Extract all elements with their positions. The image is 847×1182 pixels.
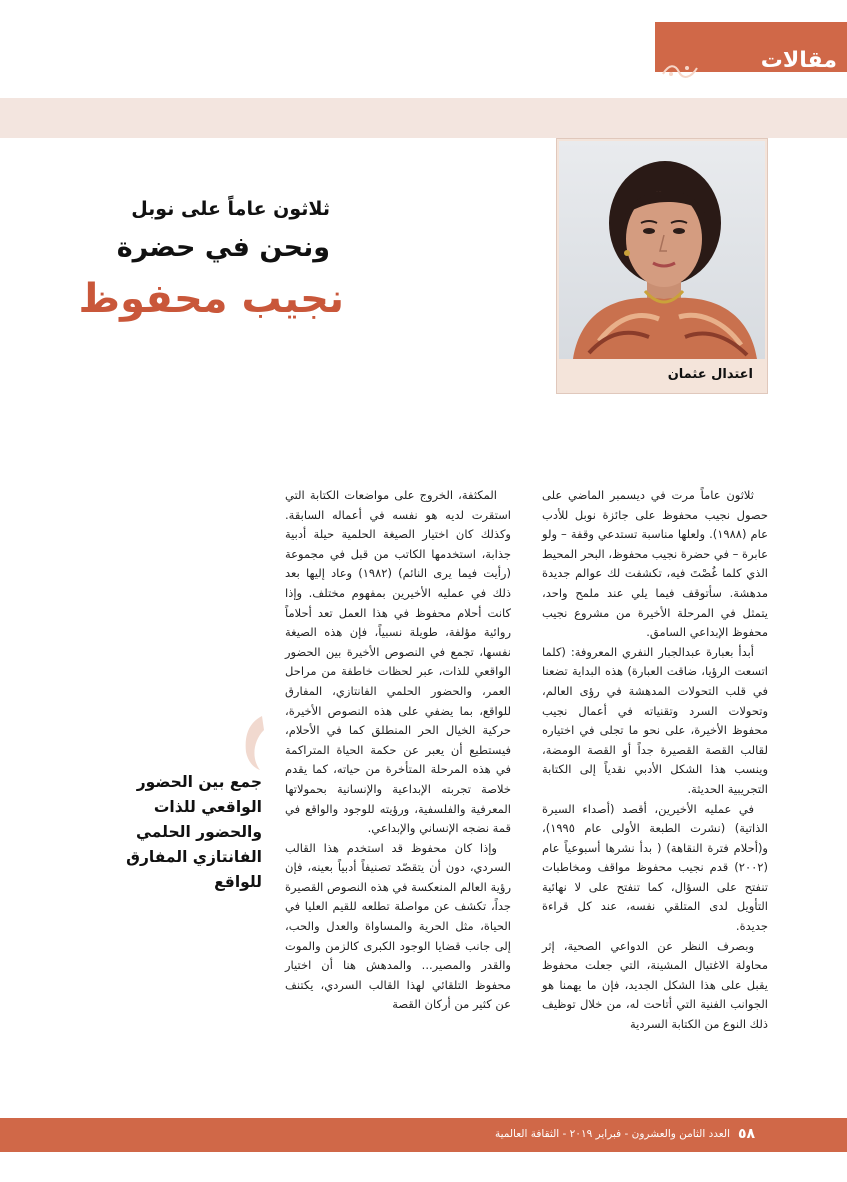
paragraph: في عمليه الأخيرين، أقصد (أصداء السيرة الذاتية) (نشرت الطبعة الأولى عام ١٩٩٥)، و(أحلام فترة النقاهة) ( بدأ نشرها أسبوعياً عام (٢٠٠٢) قدم نجيب محفوظ مواقف ومخاطبات تنفتح على السؤال، كما تنفتح على لا نهائية التأويل لدى المتلقي نفسه، عند كل قراءة جديدة. [542, 801, 768, 934]
quote-mark-icon [232, 712, 272, 772]
portrait-illustration [559, 141, 765, 359]
page-number: ٥٨ [738, 1126, 756, 1142]
section-label: مقالات [760, 48, 837, 73]
author-portrait-card [556, 138, 768, 394]
paragraph: أبدأ بعبارة عبدالجبار النفري المعروفة: (كلما اتسعت الرؤيا، ضاقت العبارة) هذه البداية تضعنا في قلب التحولات المدهشة في رؤى العالم، وتحولات السرد وتقنياته في أعمال نجيب محفوظ الأخيرة، على نحو ما تجلى في اختياره لقالب القصة القصيرة جداً أو القصة الومضة، وينسب هذا الشكل الأدبي نقدياً إلى الكتابة التجريبية الحديثة. [542, 644, 768, 796]
footer-band [0, 1118, 847, 1152]
author-photo [559, 141, 765, 359]
article-subtitle: ونحن في حضرة [116, 232, 330, 263]
section-tab [655, 22, 847, 72]
title-band [0, 98, 847, 138]
article-kicker: ثلاثون عاماً على نوبل [131, 198, 330, 220]
body-column-middle [285, 486, 511, 1015]
paragraph: وبصرف النظر عن الدواعي الصحية، إثر محاولة الاغتيال المشينة، التي جعلت محفوظ يقبل على هذا الشكل الجديد، فإن ما يهمنا هو الجوانب الفنية التي أتاحت له، من خلال توظيف ذلك النوع من الكتابة السردية [542, 938, 768, 1032]
paragraph: المكثفة، الخروج على مواضعات الكتابة التي استقرت لديه هو نفسه في أعماله السابقة. وكذلك كان اختيار الصيغة الحلمية حيلة أدبية جذابة، استخدمها الكاتب من قبل في مجموعة (رأيت فيما يرى النائم) (١٩٨٢) وعاد إليها بعد ذلك في عمليه الأخيرين بمفهوم مختلف. وإذا كانت أحلام محفوظ في هذا العمل تعد أحلاماً روائية مؤلفة، طويلة نسبياً، فإن هذه الصيغة نفسها، تجمع في النصوص الأخيرة بين الحضور الواقعي للذات، عبر لحظات خاطفة من مراحل العمر، والحضور الحلمي الفانتازي، المفارق للواقع، بما يضفي على هذه النصوص الأخيرة، حركية الخيال الحر المنطلق كما في الأحلام، فيستطيع أن يعبر عن حكمة الحياة المتراكمة في هذه المرحلة المتأخرة من حياته، كما يقدم خلاصة تجربته الإبداعية والإنسانية بحمولاتها المعرفية والفلسفية، ورؤيته للوجود والواقع في قمة نضجه الإنساني والإبداعي. [285, 488, 511, 836]
pull-quote: جمع بين الحضور الواقعي للذات والحضور الحلمي الفانتازي المفارق للواقع [126, 773, 262, 891]
paragraph: وإذا كان محفوظ قد استخدم هذا القالب السردي، دون أن يتقصّد تصنيفاً أدبياً بعينه، فإن رؤية العالم المنعكسة في هذه النصوص القصيرة جداً، تكشف عن مواصلة تطلعه للقيم العليا في الحياة، مثل الحرية والمساواة والعدل والحب، إلى جانب قضايا الوجود الكبرى كالزمن والموت والقدر والمصير... والمدهش هنا أن اختيار محفوظ التلقائي لهذا القالب السردي، يكتنف عن كثير من أركان القصة [285, 840, 511, 1012]
paragraph: ثلاثون عاماً مرت في ديسمبر الماضي على حصول نجيب محفوظ على جائزة نوبل للأدب عام (١٩٨٨). ولعلها مناسبة تستدعي وقفة – ولو عابرة – في حضرة نجيب محفوظ، البحر المحيط الذي كلما غُصْتَ فيه، تكشفت لك عوالم جديدة مدهشة. سأتوقف فيما يلي عند ملمح واحد، يتمثل في المرحلة الأخيرة من مشروع نجيب محفوظ الإبداعي السامق. [542, 488, 768, 640]
ornament-swirl-icon [661, 62, 699, 80]
issue-info: العدد الثامن والعشرون - فبراير ٢٠١٩ - الثقافة العالمية [494, 1128, 730, 1140]
article-title: نجيب محفوظ [78, 276, 344, 322]
body-column-right [542, 486, 768, 1035]
author-name: اعتدال عثمان [667, 367, 753, 382]
